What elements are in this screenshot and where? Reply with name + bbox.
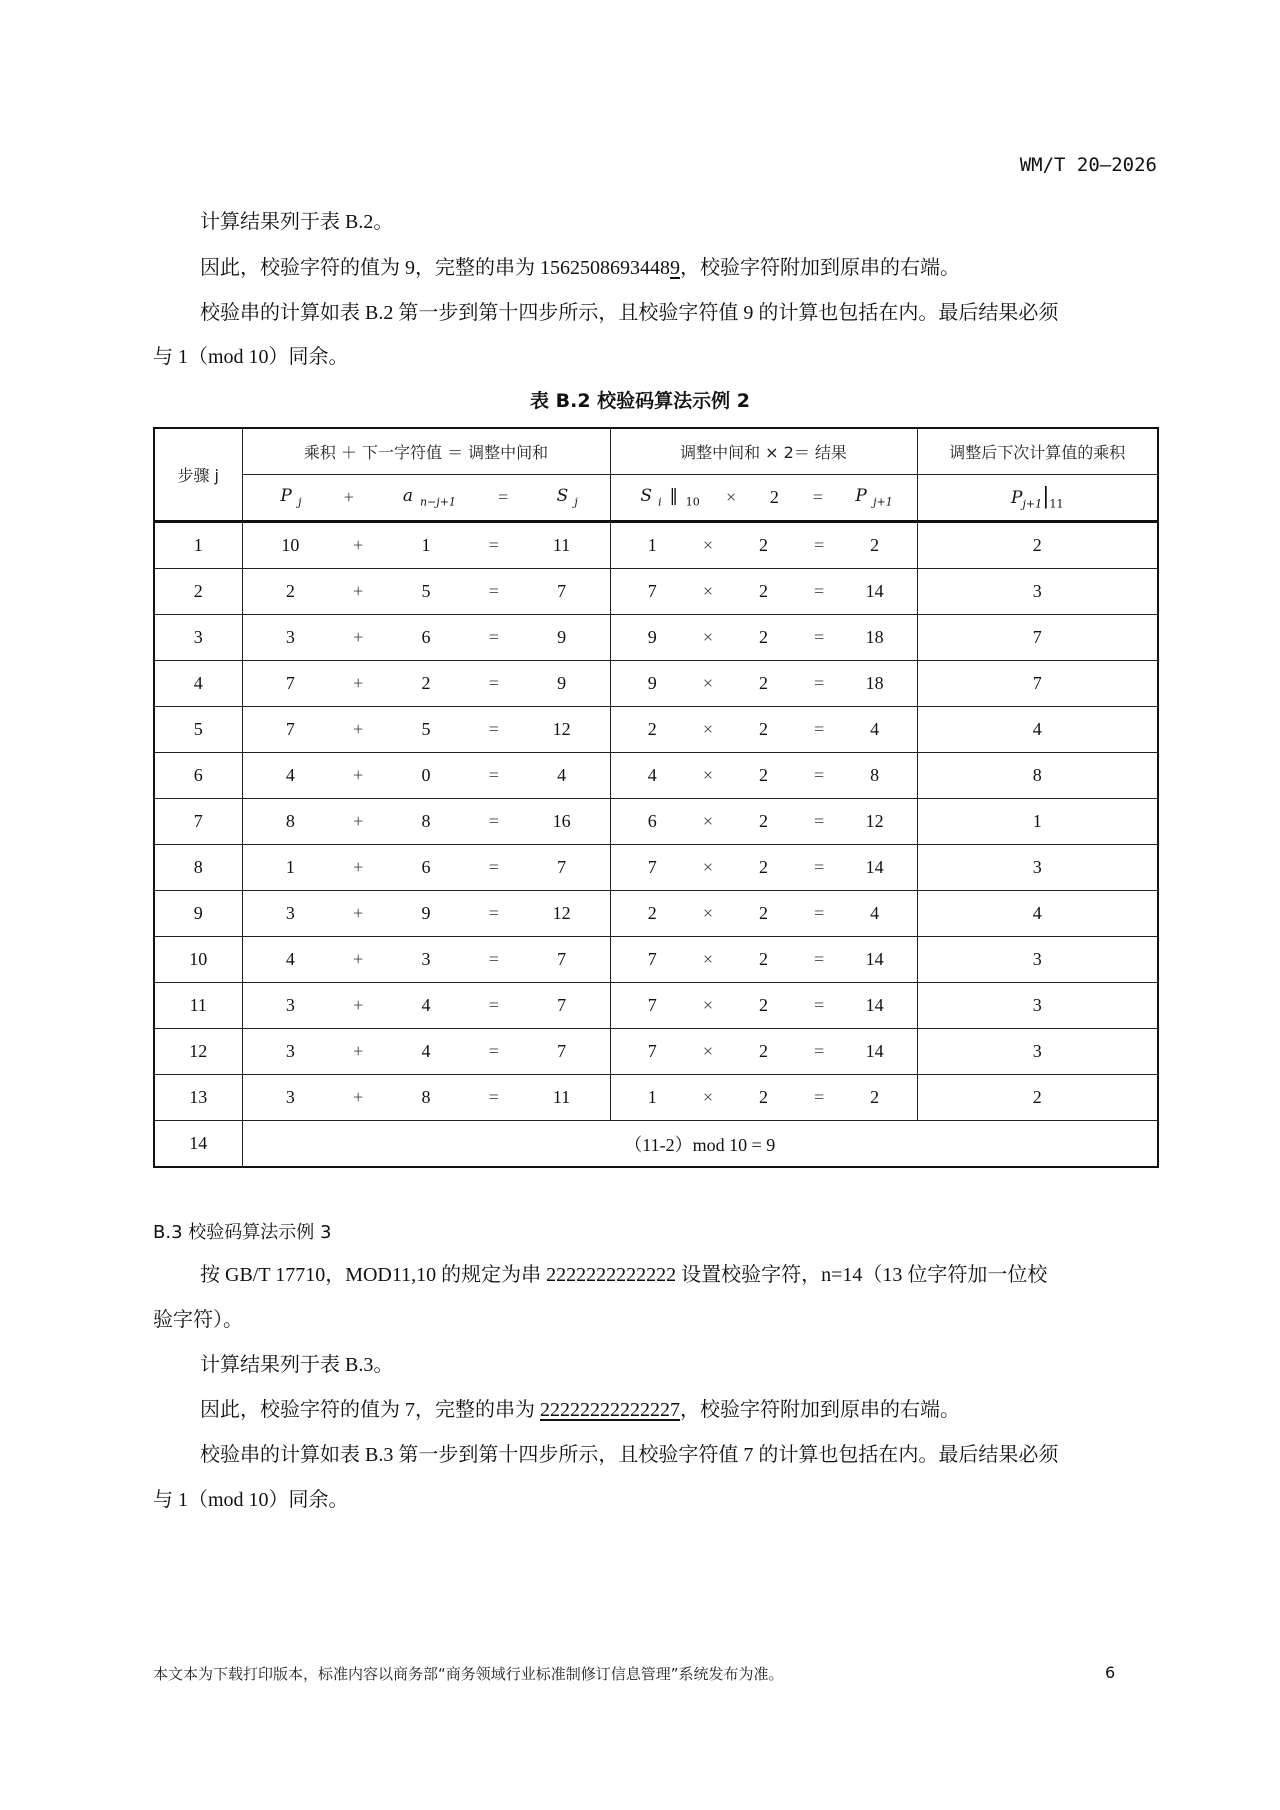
table-row [154,983,1158,1029]
table-row [154,845,1158,891]
step-cell: 8 [154,845,242,891]
product-cell: 7 × 2 = 14 [610,569,917,615]
next-product-cell: 3 [917,937,1158,983]
step-cell: 12 [154,1029,242,1075]
b3-line-2: 验字符）。 [153,1309,243,1331]
table-row [154,522,1158,569]
step-cell: 3 [154,615,242,661]
next-product-cell: 1 [917,799,1158,845]
header-step: 步骤 j [154,428,242,522]
product-cell: 7 × 2 = 14 [610,937,917,983]
sum-cell: 3 + 4 = 7 [242,1029,610,1075]
sum-cell: 1 + 6 = 7 [242,845,610,891]
final-formula: （11-2）mod 10 = 9 [242,1121,1158,1168]
product-cell: 1 × 2 = 2 [610,522,917,569]
b3-line-4-text: 因此，校验字符的值为 7，完整的串为 [200,1399,540,1421]
table-row [154,1029,1158,1075]
b3-line-6: 与 1（mod 10）同余。 [153,1489,349,1511]
step-cell: 4 [154,661,242,707]
step-cell: 11 [154,983,242,1029]
sum-cell: 7 + 2 = 9 [242,661,610,707]
header-group-sum: 乘积 ＋ 下一字符值 ＝ 调整中间和 [242,428,610,475]
header-group-next: 调整后下次计算值的乘积 [917,428,1158,475]
step-cell: 5 [154,707,242,753]
intro-line-2 [200,256,960,280]
next-product-cell: 3 [917,845,1158,891]
sum-cell: 2 + 5 = 7 [242,569,610,615]
b3-line-4 [200,1398,960,1422]
table-row [154,615,1158,661]
step-cell: 6 [154,753,242,799]
header-sum-formula: P $_j$ + a $_{n-j+1}$ = S $_j$ [242,475,610,522]
product-cell: 9 × 2 = 18 [610,661,917,707]
product-cell: 7 × 2 = 14 [610,983,917,1029]
next-product-cell: 4 [917,707,1158,753]
section-heading-b3: B.3 校验码算法示例 3 [153,1222,332,1243]
intro-line-2-text: 因此，校验字符的值为 9，完整的串为 1562508693448 [200,257,670,279]
sum-cell: 3 + 4 = 7 [242,983,610,1029]
b3-line-5: 校验串的计算如表 B.3 第一步到第十四步所示，且校验字符值 7 的计算也包括在内。最后结果必须 [200,1444,1059,1466]
next-product-cell: 3 [917,983,1158,1029]
footer-note: 本文本为下载打印版本，标准内容以商务部“商务领域行业标准制修订信息管理”系统发布为准。 [153,1665,784,1683]
product-cell: 7 × 2 = 14 [610,1029,917,1075]
step-cell: 1 [154,522,242,569]
check-digit: 9 [670,257,680,279]
next-product-cell: 8 [917,753,1158,799]
sum-cell: 7 + 5 = 12 [242,707,610,753]
table-row [154,661,1158,707]
step-cell: 2 [154,569,242,615]
final-step: 14 [154,1121,242,1168]
sum-cell: 8 + 8 = 16 [242,799,610,845]
b3-line-3: 计算结果列于表 B.3。 [200,1354,394,1376]
intro-line-3: 校验串的计算如表 B.2 第一步到第十四步所示，且校验字符值 9 的计算也包括在内。最后结果必须 [200,302,1059,324]
next-product-cell: 7 [917,661,1158,707]
step-cell: 13 [154,1075,242,1121]
table-row [154,753,1158,799]
b3-full-string: 22222222222227 [540,1399,680,1421]
header-product-formula: S $_i$ ‖ $_{10}$ × 2 = P $_{j+1}$ [610,475,917,522]
step-cell: 9 [154,891,242,937]
sum-cell: 4 + 0 = 4 [242,753,610,799]
product-cell: 9 × 2 = 18 [610,615,917,661]
sum-cell: 3 + 9 = 12 [242,891,610,937]
product-cell: 2 × 2 = 4 [610,707,917,753]
sum-cell: 4 + 3 = 7 [242,937,610,983]
sum-cell: 3 + 8 = 11 [242,1075,610,1121]
header-next-formula: $P_{j+1}|_{11}$ [917,475,1158,522]
intro-line-2-tail: ，校验字符附加到原串的右端。 [680,257,960,279]
header-group-product: 调整中间和 × 2＝ 结果 [610,428,917,475]
document-id-header: WM/T 20—2026 [1019,154,1157,176]
table-title: 表 B.2 校验码算法示例 2 [530,390,750,412]
next-product-cell: 2 [917,1075,1158,1121]
table-row [154,1075,1158,1121]
step-cell: 7 [154,799,242,845]
sum-cell: 10 + 1 = 11 [242,522,610,569]
product-cell: 4 × 2 = 8 [610,753,917,799]
next-product-cell: 2 [917,522,1158,569]
next-product-cell: 7 [917,615,1158,661]
next-product-cell: 3 [917,1029,1158,1075]
table-row [154,891,1158,937]
table-row [154,799,1158,845]
product-cell: 2 × 2 = 4 [610,891,917,937]
sum-cell: 3 + 6 = 9 [242,615,610,661]
checksum-table [153,427,1159,1168]
page-number: 6 [1105,1663,1116,1682]
table-row [154,937,1158,983]
table-row [154,569,1158,615]
intro-line-1: 计算结果列于表 B.2。 [200,211,394,233]
intro-line-4: 与 1（mod 10）同余。 [153,346,349,368]
product-cell: 7 × 2 = 14 [610,845,917,891]
product-cell: 1 × 2 = 2 [610,1075,917,1121]
step-cell: 10 [154,937,242,983]
next-product-cell: 3 [917,569,1158,615]
table-row [154,707,1158,753]
b3-line-4-tail: ，校验字符附加到原串的右端。 [680,1399,960,1421]
product-cell: 6 × 2 = 12 [610,799,917,845]
b3-line-1: 按 GB/T 17710，MOD11,10 的规定为串 2222222222222 设置校验字符，n=14（13 位字符加一位校 [200,1264,1048,1286]
next-product-cell: 4 [917,891,1158,937]
